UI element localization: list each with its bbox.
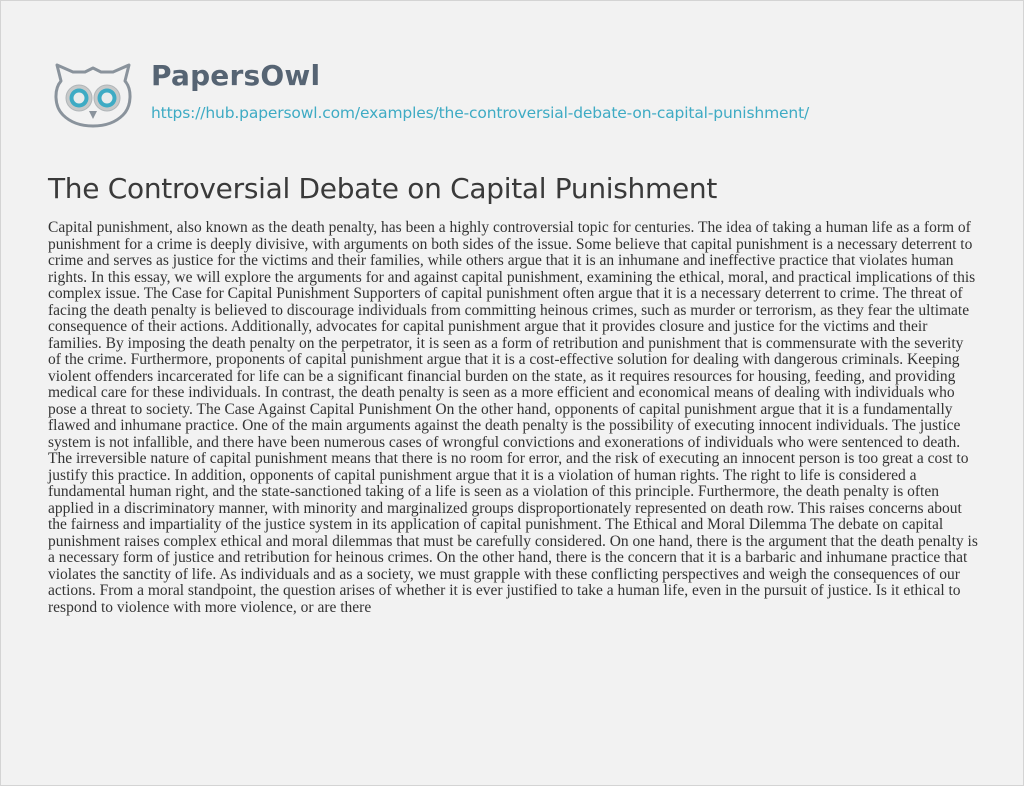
owl-face-icon xyxy=(49,59,137,129)
brand-name: PapersOwl xyxy=(151,59,321,92)
site-header xyxy=(49,59,809,159)
source-url-link[interactable]: https://hub.papersowl.com/examples/the-controversial-debate-on-capital-punishment/ xyxy=(151,104,810,122)
article-title: The Controversial Debate on Capital Punishment xyxy=(48,172,718,205)
article-body: Capital punishment, also known as the death penalty, has been a highly controversial topic for centuries. The idea of taking a human life as a form of punishment for a crime is deeply divisive, with arguments on both sides of the issue. Some believe that capital punishment is a necessary deterrent to crime and serves as justice for the victims and their families, while others argue that it is an inhumane and ineffective practice that violates human rights. In this essay, we will explore the arguments for and against capital punishment, examining the ethical, moral, and practical implications of this complex issue. The Case for Capital Punishment Supporters of capital punishment often argue that it is a necessary deterrent to crime. The threat of facing the death penalty is believed to discourage individuals from committing heinous crimes, such as murder or terrorism, as they fear the ultimate consequence of their actions. Additionally, advocates for capital punishment argue that it provides closure and justice for the victims and their families. By imposing the death penalty on the perpetrator, it is seen as a form of retribution and punishment that is commensurate with the severity of the crime. Furthermore, proponents of capital punishment argue that it is a cost-effective solution for dealing with dangerous criminals. Keeping violent offenders incarcerated for life can be a significant financial burden on the state, as it requires resources for housing, feeding, and providing medical care for these individuals. In contrast, the death penalty is seen as a more efficient and economical means of dealing with individuals who pose a threat to society. The Case Against Capital Punishment On the other hand, opponents of capital punishment argue that it is a fundamentally flawed and inhumane practice. One of the main arguments against the death penalty is the possibility of executing innocent individuals. The justice system is not infallible, and there have been numerous cases of wrongful convictions and exonerations of individuals who were sentenced to death. The irreversible nature of capital punishment means that there is no room for error, and the risk of executing an innocent person is too great a cost to justify this practice. In addition, opponents of capital punishment argue that it is a violation of human rights. The right to life is considered a fundamental human right, and the state-sanctioned taking of a life is seen as a violation of this principle. Furthermore, the death penalty is often applied in a discriminatory manner, with minority and marginalized groups disproportionately represented on death row. This raises concerns about the fairness and impartiality of the justice system in its application of capital punishment. The Ethical and Moral Dilemma The debate on capital punishment raises complex ethical and moral dilemmas that must be carefully considered. On one hand, there is the argument that the death penalty is a necessary form of justice and retribution for heinous crimes. On the other hand, there is the concern that it is a barbaric and inhumane practice that violates the sanctity of life. As individuals and as a society, we must grapple with these conflicting perspectives and weigh the consequences of our actions. From a moral standpoint, the question arises of whether it is ever justified to take a human life, even in the pursuit of justice. Is it ethical to respond to violence with more violence, or are there xyxy=(48,219,978,616)
header-text xyxy=(151,59,809,123)
